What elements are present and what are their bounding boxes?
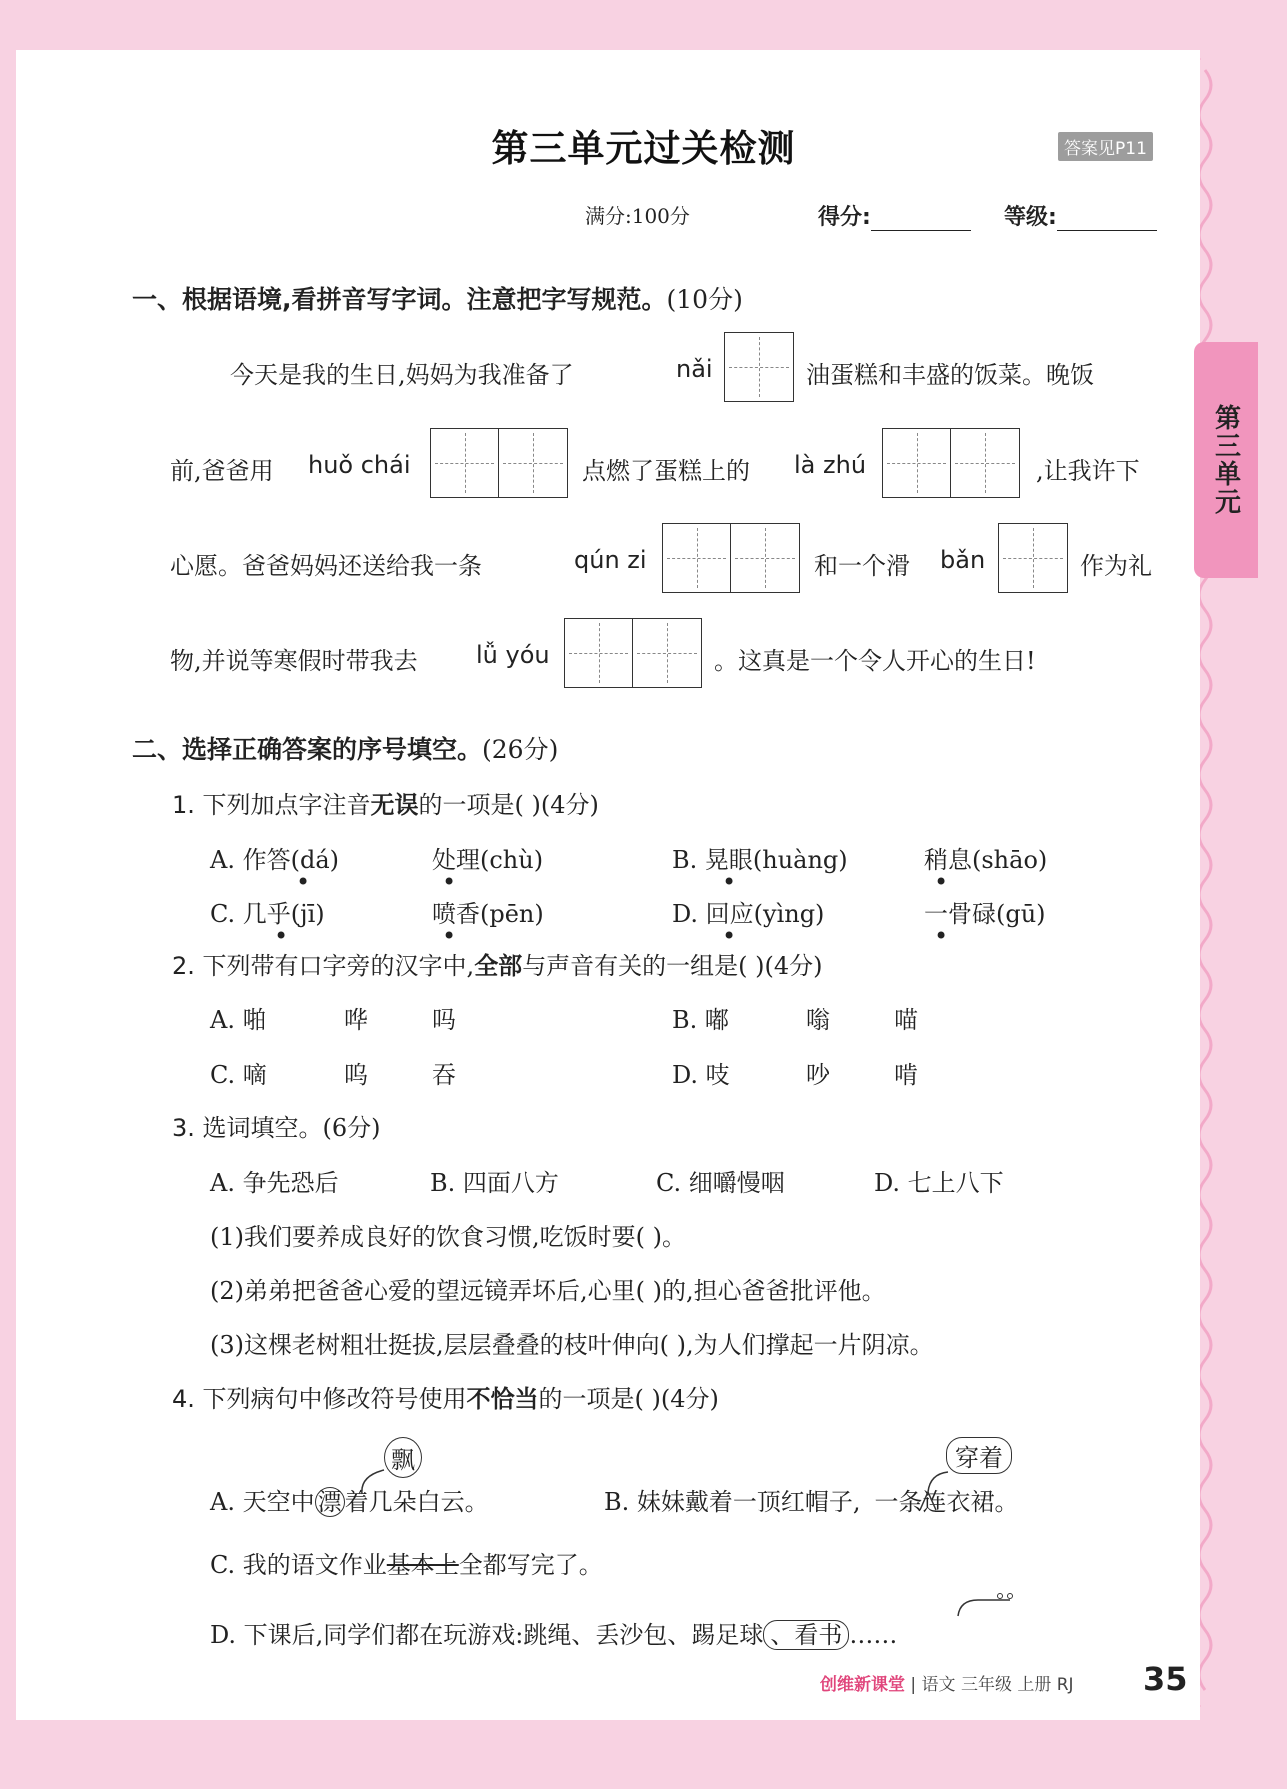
q4-a-text-pre: A. 天空中: [210, 1488, 315, 1516]
grade-field[interactable]: [1004, 200, 1157, 231]
q4-d-circled-text: 、看书: [763, 1620, 849, 1650]
q4-c-struck-text: 基本上: [386, 1551, 459, 1579]
page-title: 第三单元过关检测: [491, 127, 796, 170]
section1-points: (10分): [666, 285, 743, 314]
q3-sentence-1[interactable]: (1)我们要养成良好的饮食习惯,吃饭时要( )。: [210, 1223, 686, 1251]
q4-b-text-pre: B. 妹妹戴着一顶红帽子,: [604, 1488, 861, 1516]
q1-option-b2: 稍息(shāo): [924, 846, 1048, 874]
q4-text-pre: 下列病句中修改符号使用: [202, 1385, 467, 1413]
q4-c-text-pre: C. 我的语文作业: [210, 1551, 387, 1579]
score-field[interactable]: [818, 200, 971, 231]
q4-d-text-pre: D. 下课后,同学们都在玩游戏:跳绳、丢沙包、踢足球: [210, 1621, 764, 1649]
q2-option-d[interactable]: D. 吱: [672, 1061, 730, 1089]
q1-text-post: 的一项是( )(4分): [418, 791, 599, 819]
q2-option-d-char2: 吵: [806, 1061, 830, 1089]
score-label: 得分:: [818, 205, 871, 230]
q1-option-d[interactable]: D. 回应(yìng): [672, 900, 825, 928]
q3-sentence-3[interactable]: (3)这棵老树粗壮挺拔,层层叠叠的枝叶伸向( ),为人们撑起一片阴凉。: [210, 1331, 934, 1359]
question-2: [172, 946, 823, 981]
emphasis-dot: •: [722, 922, 737, 950]
s1-answer-grid-5[interactable]: [998, 523, 1068, 593]
q4-b-insertion: 穿着: [946, 1437, 1012, 1474]
q2-text-pre: 下列带有口字旁的汉字中,: [202, 952, 475, 980]
s1-line2-text-a: 前,爸爸用: [170, 457, 274, 485]
score-blank[interactable]: [871, 208, 971, 231]
q3-sentence-2[interactable]: (2)弟弟把爸爸心爱的望远镜弄坏后,心里( )的,担心爸爸批评他。: [210, 1277, 886, 1305]
s1-answer-grid-3[interactable]: [882, 428, 1020, 498]
question-1: [172, 785, 599, 820]
grade-blank[interactable]: [1057, 208, 1157, 231]
q2-option-b-char3: 喵: [894, 1006, 918, 1034]
section1-title: [132, 280, 743, 316]
q1-option-b[interactable]: B. 晃眼(huàng): [672, 846, 848, 874]
s1-line3-pinyin-2: bǎn: [940, 546, 986, 574]
s1-line2-pinyin-2: là zhú: [794, 451, 867, 479]
q2-option-a[interactable]: A. 啪: [210, 1006, 267, 1034]
q4-a-text-post: 着几朵白云。: [344, 1488, 489, 1516]
q4-number: 4.: [172, 1385, 195, 1413]
s1-line2-text-c: ,让我许下: [1036, 457, 1140, 485]
section2-points: (26分): [482, 735, 559, 764]
emphasis-dot: •: [442, 868, 457, 896]
q2-option-b-char2: 嗡: [806, 1006, 830, 1034]
s1-line4-pinyin: lǚ yóu: [476, 641, 550, 669]
q1-option-a[interactable]: A. 作答(dá): [210, 846, 339, 874]
q2-option-c-char2: 呜: [344, 1061, 368, 1089]
q1-emphasis: 无误: [370, 791, 419, 819]
q3-option-b[interactable]: B. 四面八方: [430, 1169, 559, 1197]
question-4: [172, 1379, 719, 1414]
page-number: 35: [1143, 1660, 1188, 1698]
s1-answer-grid-4[interactable]: [662, 523, 800, 593]
q2-option-a-char2: 哗: [344, 1006, 368, 1034]
q1-option-d2: 一骨碌(gū): [924, 900, 1046, 928]
q2-option-c[interactable]: C. 嘀: [210, 1061, 267, 1089]
q4-a-circled-char: 漂: [315, 1487, 345, 1517]
emphasis-dot: •: [442, 922, 457, 950]
page-footer: [820, 1670, 1074, 1695]
q4-option-c[interactable]: [210, 1545, 603, 1580]
emphasis-dot: •: [934, 922, 949, 950]
s1-line4-text-b: 。这真是一个令人开心的生日!: [714, 647, 1036, 675]
q2-option-b[interactable]: B. 嘟: [672, 1006, 729, 1034]
answer-reference-badge: 答案见P11: [1058, 132, 1153, 161]
q4-b-insertion-caret: [918, 1466, 954, 1516]
s1-line1-pinyin: nǎi: [676, 355, 713, 383]
s1-line3-text-a: 心愿。爸爸妈妈还送给我一条: [170, 552, 482, 580]
s1-line2-pinyin-1: huǒ chái: [308, 451, 411, 479]
q4-c-text-post: 全都写完了。: [458, 1551, 603, 1579]
q4-d-move-mark: [954, 1592, 1014, 1618]
q1-option-c2: 喷香(pēn): [432, 900, 544, 928]
q4-emphasis: 不恰当: [466, 1385, 539, 1413]
s1-answer-grid-1[interactable]: [724, 332, 794, 402]
section2-heading: 二、选择正确答案的序号填空。: [132, 735, 483, 764]
q1-option-a2: 处理(chù): [432, 846, 544, 874]
q3-number: 3.: [172, 1114, 195, 1142]
q4-d-text-post: ……: [849, 1621, 898, 1649]
s1-line1-text-a: 今天是我的生日,妈妈为我准备了: [230, 361, 574, 389]
s1-answer-grid-2[interactable]: [430, 428, 568, 498]
q4-option-b[interactable]: [604, 1482, 1019, 1517]
q3-text: 选词填空。(6分): [202, 1114, 381, 1142]
s1-line3-pinyin-1: qún zi: [574, 546, 647, 574]
section1-heading: 一、根据语境,看拼音写字词。注意把字写规范。: [132, 285, 667, 314]
q1-option-c[interactable]: C. 几乎(jī): [210, 900, 325, 928]
s1-line2-text-b: 点燃了蛋糕上的: [582, 457, 750, 485]
q4-a-correction-line: [358, 1466, 388, 1496]
q4-a-correction: 飘: [384, 1437, 422, 1478]
full-score-label: 满分:100分: [585, 204, 690, 228]
q2-option-a-char3: 吗: [432, 1006, 456, 1034]
q4-b-text-post: 一条连衣裙。: [874, 1488, 1019, 1516]
q2-number: 2.: [172, 952, 195, 980]
s1-line4-text-a: 物,并说等寒假时带我去: [170, 647, 418, 675]
q2-emphasis: 全部: [474, 952, 523, 980]
q2-text-post: 与声音有关的一组是( )(4分): [522, 952, 823, 980]
unit-side-tab: 第三单元: [1194, 342, 1258, 578]
q2-option-d-char3: 啃: [894, 1061, 918, 1089]
q2-option-c-char3: 吞: [432, 1061, 456, 1089]
footer-meta: | 语文 三年级 上册 RJ: [910, 1675, 1074, 1695]
q1-number: 1.: [172, 791, 195, 819]
q1-text-pre: 下列加点字注音: [202, 791, 371, 819]
s1-line3-text-b: 和一个滑: [814, 552, 910, 580]
question-3: [172, 1108, 381, 1143]
s1-line3-text-c: 作为礼: [1080, 552, 1152, 580]
q4-text-post: 的一项是( )(4分): [538, 1385, 719, 1413]
grade-label: 等级:: [1004, 205, 1057, 230]
emphasis-dot: •: [722, 868, 737, 896]
s1-answer-grid-6[interactable]: [564, 618, 702, 688]
q4-option-d[interactable]: [210, 1615, 897, 1650]
emphasis-dot: •: [274, 922, 289, 950]
section2-title: [132, 730, 558, 766]
emphasis-dot: •: [296, 868, 311, 896]
footer-brand: 创维新课堂: [820, 1675, 905, 1695]
emphasis-dot: •: [934, 868, 949, 896]
q3-option-c[interactable]: C. 细嚼慢咽: [656, 1169, 785, 1197]
q3-option-d[interactable]: D. 七上八下: [874, 1169, 1004, 1197]
q4-option-a[interactable]: [210, 1482, 489, 1517]
s1-line1-text-b: 油蛋糕和丰盛的饭菜。晚饭: [806, 361, 1094, 389]
q3-option-a[interactable]: A. 争先恐后: [210, 1169, 339, 1197]
